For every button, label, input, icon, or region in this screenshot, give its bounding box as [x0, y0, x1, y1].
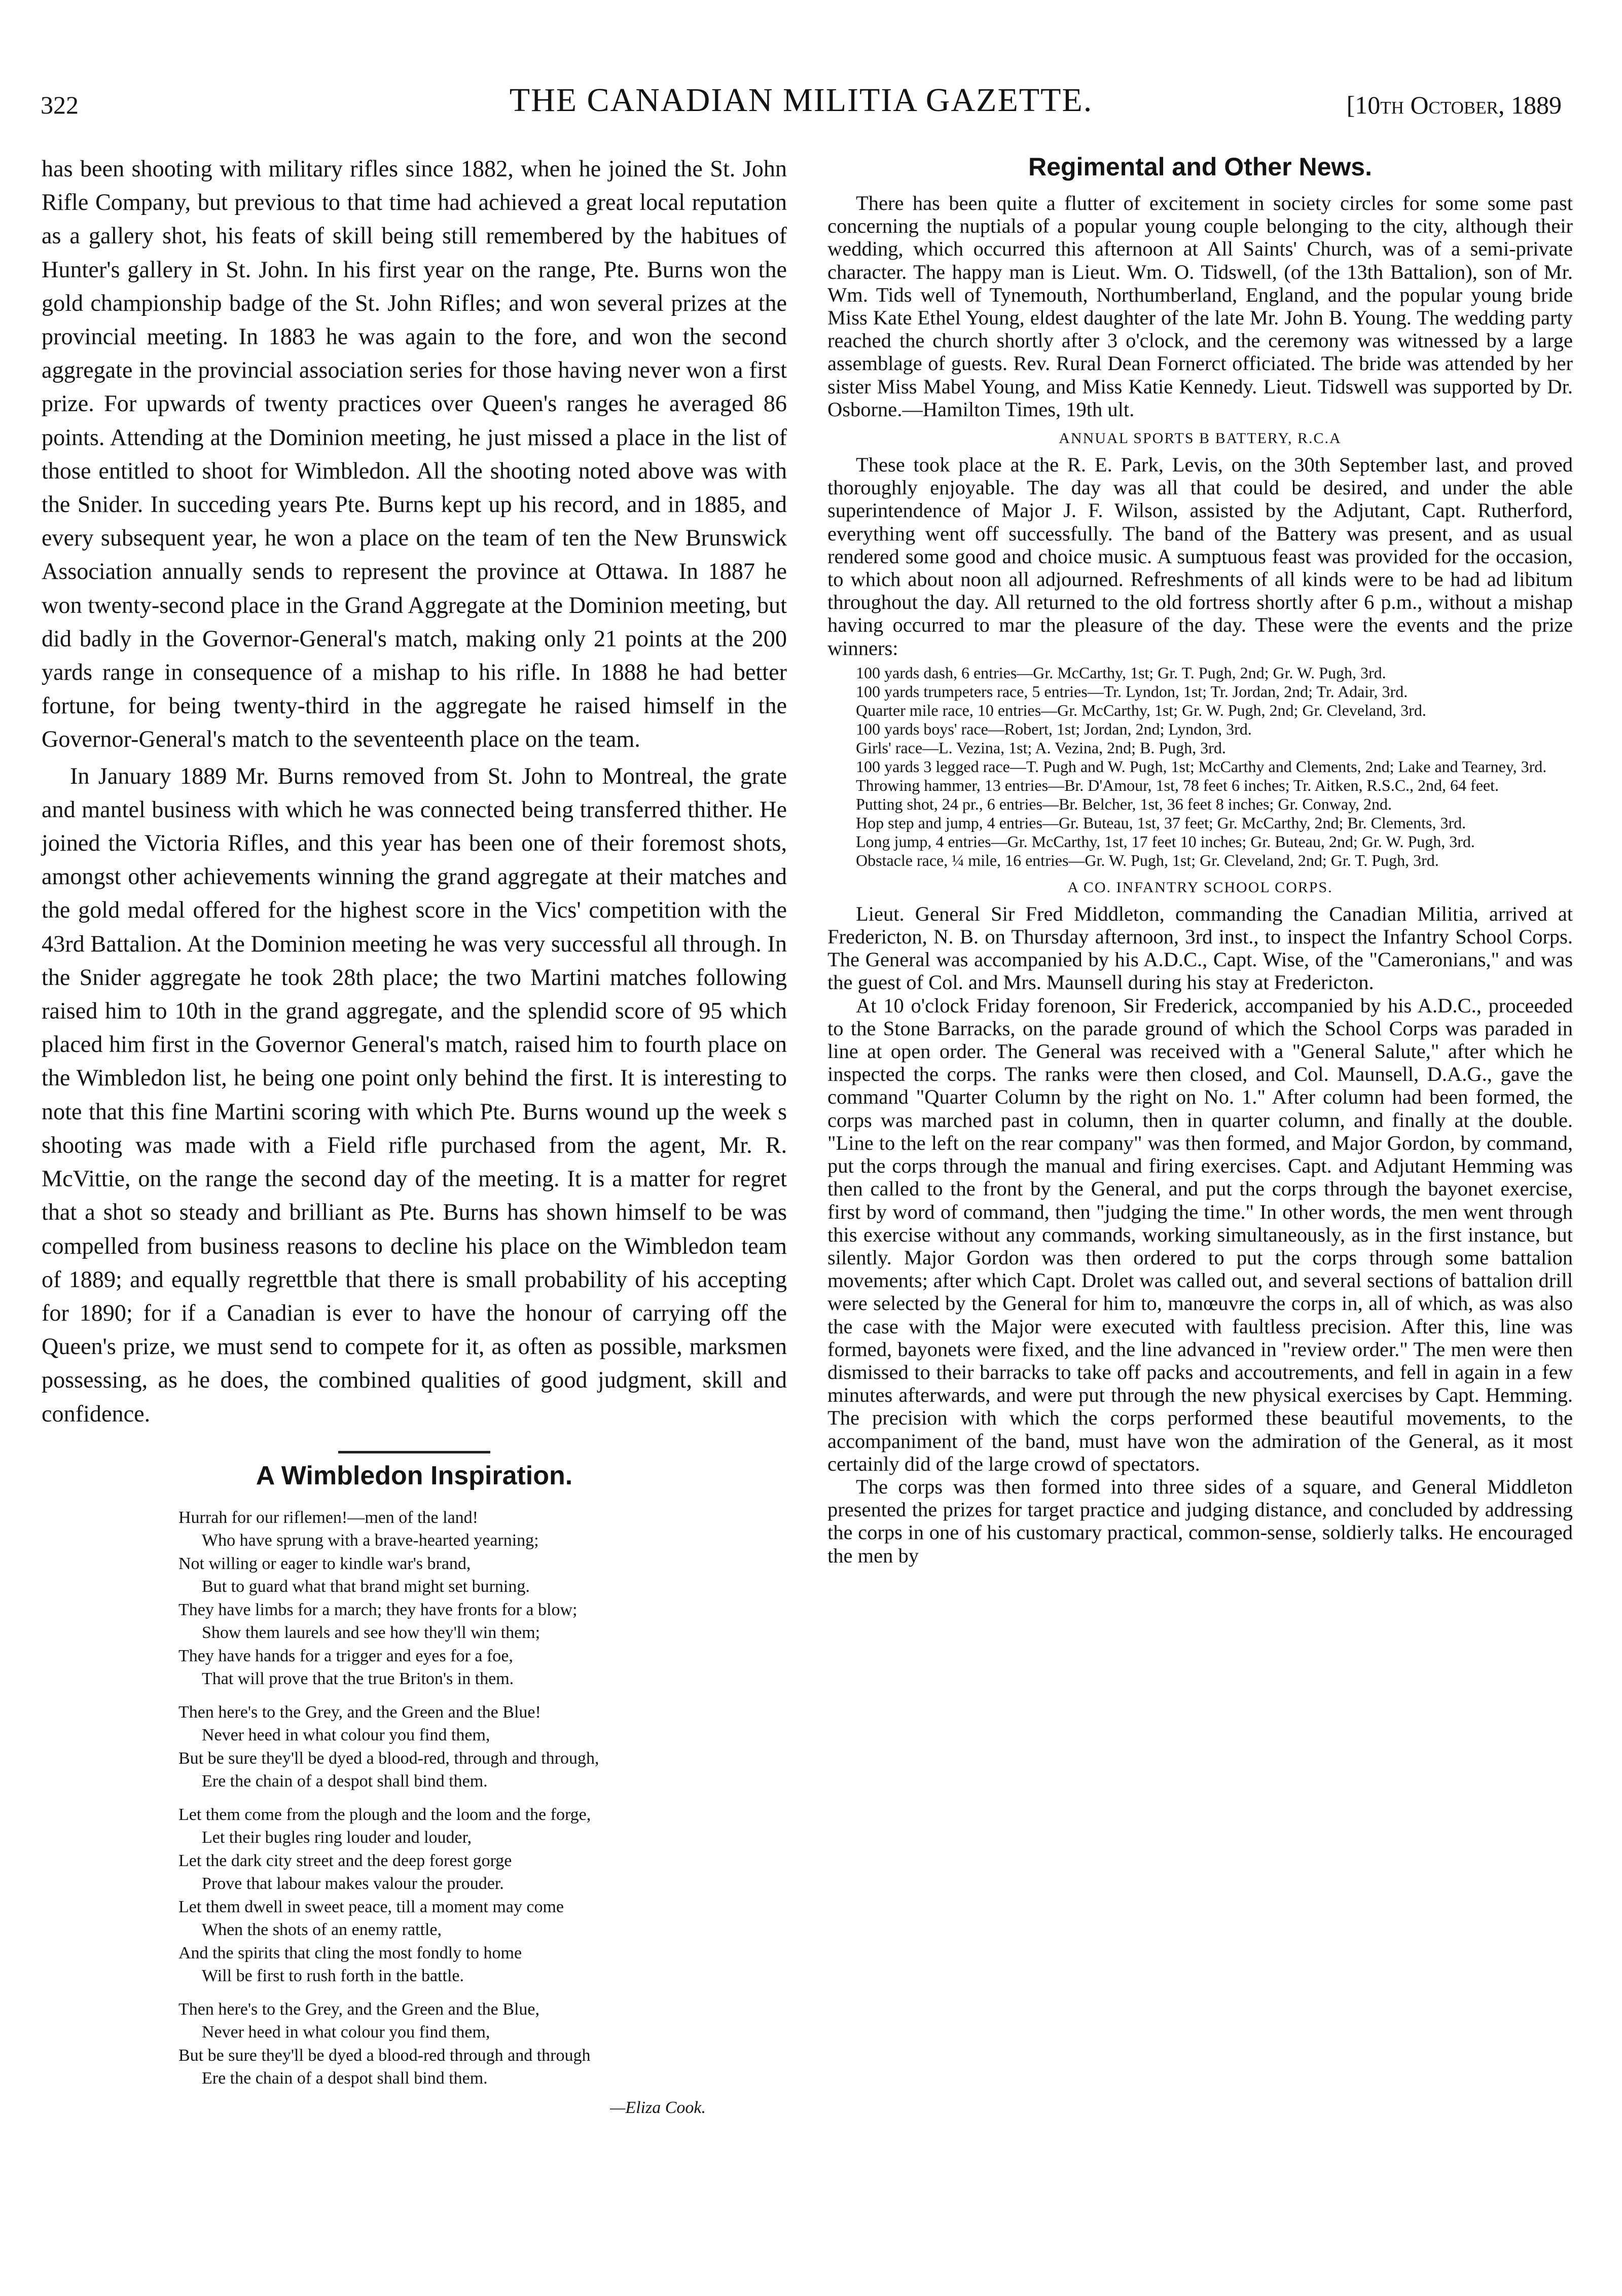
poem-line: Then here's to the Grey, and the Green and the Blue,	[178, 1999, 539, 2019]
poem-title: A Wimbledon Inspiration.	[256, 1461, 573, 1490]
poem-line: Will be first to rush forth in the battle.	[202, 1966, 464, 1986]
poem-line: Not willing or eager to kindle war's brand,	[178, 1554, 471, 1573]
poem-line: Prove that labour makes valour the prouder.	[202, 1874, 504, 1893]
right-column	[827, 152, 1573, 1567]
poem-author: —Eliza Cook.	[610, 2098, 706, 2117]
corps-paragraph: The corps was then formed into three sides of a square, and General Middleton presented the prizes for target practice and judging distance, and concluded by addressing the corps in one of his customary practical, common-sense, soldierly talks. He encouraged the men by	[827, 1475, 1573, 1567]
poem-line: That will prove that the true Briton's in them.	[202, 1669, 514, 1689]
poem-stanza	[178, 1701, 787, 1793]
poem-line: Ere the chain of a despot shall bind them.	[202, 1772, 488, 1791]
poem-line: When the shots of an enemy rattle,	[202, 1920, 442, 1940]
result-line: Hop step and jump, 4 entries—Gr. Buteau, 1st, 37 feet; Gr. McCarthy, 2nd; Br. Clements, 3rd.	[856, 813, 1466, 832]
poem-line: Let them come from the plough and the loom and the forge,	[178, 1805, 591, 1824]
corps-heading: A CO. INFANTRY SCHOOL CORPS.	[1067, 879, 1333, 896]
poem-line: Then here's to the Grey, and the Green and the Blue!	[178, 1702, 541, 1722]
result-line: 100 yards 3 legged race—T. Pugh and W. Pugh, 1st; McCarthy and Clements, 2nd; Lake and Tearney, 3rd.	[856, 757, 1547, 776]
result-line: Throwing hammer, 13 entries—Br. D'Amour, 1st, 78 feet 6 inches; Tr. Aitken, R.S.C., 2nd, 64 feet.	[856, 776, 1499, 794]
poem-line: Never heed in what colour you find them,	[202, 1726, 490, 1745]
wedding-paragraph: There has been quite a flutter of excitement in society circles for some some past concerning the nuptials of a popular young couple belonging to the city, although their wedding, which occurred this afternoon at All Saints' Church, was of a semi-private character. The happy man is Lieut. Wm. O. Tidswell, (of the 13th Battalion), son of Mr. Wm. Tids well of Tynemouth, Northumberland, England, and the popular young bride Miss Kate Ethel Young, eldest daughter of the late Mr. John B. Young. The wedding party reached the church shortly after 3 o'clock, and the ceremony was witnessed by a large assemblage of guests. Rev. Rural Dean Fornerct officiated. The bride was attended by her sister Miss Mabel Young, and Miss Katie Kennedy. Lieut. Tidswell was supported by Dr. Osborne.—Hamilton Times, 19th ult.	[827, 192, 1573, 421]
corps-paragraph: At 10 o'clock Friday forenoon, Sir Frederick, accompanied by his A.D.C., proceeded to the Stone Barracks, on the parade ground of which the School Corps was paraded in line at open order. The General was received with a "General Salute," after which he inspected the corps. The ranks were then closed, and Col. Maunsell, D.A.G., gave the command "Quarter Column by the right on No. 1." After column had been formed, the corps was marched past in column, then in quarter column, and finally at the double. "Line to the left on the rear company" was then formed, and Major Gordon, by command, put the corps through the manual and firing exercises. Capt. and Adjutant Hemming was then called to the front by the General, and put the corps through the bayonet exercise, first by word of command, then "judging the time." In other words, the men went through this exercise without any commands, working simultaneously, as in the first instance, but silently. Major Gordon was then ordered to put the corps through some battalion movements; after which Capt. Drolet was called out, and several sections of battalion drill were selected by the General for him to, manœuvre the corps in, all of which, as was also the case with the Major were executed with faultless precision. After this, line was formed, bayonets were fixed, and the line advanced in "review order." The men were then dismissed to their barracks to take off packs and accoutrements, and fell in again in a few minutes afterwards, and were put through the new physical exercises by Capt. Hemming. The precision with which the corps performed these beautiful movements, to the accompaniment of the band, must have won the admiration of the General, as it most certainly did of the large crowd of spectators.	[827, 994, 1573, 1475]
poem-line: They have hands for a trigger and eyes for a foe,	[178, 1646, 513, 1665]
poem-line: They have limbs for a march; they have fronts for a blow;	[178, 1600, 578, 1619]
sports-results	[827, 664, 1573, 870]
poem-line: Let them dwell in sweet peace, till a moment may come	[178, 1897, 564, 1916]
poem-line: Hurrah for our riflemen!—men of the land!	[178, 1508, 478, 1527]
result-line: 100 yards dash, 6 entries—Gr. McCarthy, 1st; Gr. T. Pugh, 2nd; Gr. W. Pugh, 3rd.	[856, 663, 1386, 682]
page-number: 322	[41, 91, 79, 119]
result-line: Girls' race—L. Vezina, 1st; A. Vezina, 2nd; B. Pugh, 3rd.	[856, 738, 1226, 757]
page-header	[35, 81, 1567, 127]
sports-heading: ANNUAL SPORTS B BATTERY, R.C.A	[1059, 430, 1342, 447]
poem-line: And the spirits that cling the most fondly to home	[178, 1943, 522, 1962]
poem-line: But to guard what that brand might set burning.	[202, 1577, 530, 1596]
result-line: Long jump, 4 entries—Gr. McCarthy, 1st, 17 feet 10 inches; Gr. Buteau, 2nd; Gr. W. Pugh, 3rd.	[856, 832, 1475, 851]
corps-paragraph: Lieut. General Sir Fred Middleton, commanding the Canadian Militia, arrived at Fredericton, N. B. on Thursday afternoon, 3rd inst., to inspect the Infantry School Corps. The General was accompanied by his A.D.C., Capt. Wise, of the "Cameronians," and was the guest of Col. and Mrs. Maunsell during his stay at Fredericton.	[827, 902, 1573, 994]
left-column	[42, 152, 787, 2118]
section-divider	[338, 1451, 490, 1453]
poem-stanza	[178, 1506, 787, 1691]
poem-stanza	[178, 1803, 787, 1988]
result-line: Putting shot, 24 pr., 6 entries—Br. Belcher, 1st, 36 feet 8 inches; Gr. Conway, 2nd.	[856, 794, 1392, 813]
news-heading: Regimental and Other News.	[1028, 153, 1372, 181]
article-paragraph: has been shooting with military rifles since 1882, when he joined the St. John Rifle Company, but previous to that time had achieved a great local reputation as a gallery shot, his feats of skill being still remembered by the habitues of Hunter's gallery in St. John. In his first year on the range, Pte. Burns won the gold championship badge of the St. John Rifles; and won several prizes at the provincial meeting. In 1883 he was again to the fore, and won the second aggregate in the provincial association series for those having never won a first prize. For upwards of twenty practices over Queen's ranges he averaged 86 points. Attending at the Dominion meeting, he just missed a place in the list of those entitled to shoot for Wimbledon. All the shooting noted above was with the Snider. In succeding years Pte. Burns kept up his record, and in 1885, and every subsequent year, he won a place on the team of ten the New Brunswick Association annually sends to represent the province at Ottawa. In 1887 he won twenty-second place in the Grand Aggregate at the Dominion meeting, but did badly in the Governor-General's match, making only 21 points at the 200 yards range in consequence of a mishap to his rifle. In 1888 he had better fortune, for being twenty-third in the aggregate he raised himself in the Governor-General's match to the seventeenth place on the team.	[42, 156, 787, 752]
poem-line: Let the dark city street and the deep forest gorge	[178, 1851, 512, 1870]
poem	[178, 1506, 787, 2090]
poem-line: Never heed in what colour you find them,	[202, 2023, 490, 2042]
poem-line: Who have sprung with a brave-hearted yearning;	[202, 1531, 539, 1550]
result-line: Quarter mile race, 10 entries—Gr. McCarthy, 1st; Gr. W. Pugh, 2nd; Gr. Cleveland, 3rd.	[856, 701, 1426, 719]
issue-date: [10th October, 1889	[1346, 91, 1562, 119]
poem-line: Show them laurels and see how they'll win them;	[202, 1623, 540, 1643]
result-line: Obstacle race, ¼ mile, 16 entries—Gr. W. Pugh, 1st; Gr. Cleveland, 2nd; Gr. T. Pugh, 3rd.	[856, 851, 1439, 869]
poem-line: But be sure they'll be dyed a blood-red, through and through,	[178, 1748, 599, 1768]
result-line: 100 yards boys' race—Robert, 1st; Jordan, 2nd; Lyndon, 3rd.	[856, 719, 1252, 738]
poem-line: But be sure they'll be dyed a blood-red through and through	[178, 2046, 591, 2065]
gazette-title: THE CANADIAN MILITIA GAZETTE.	[509, 82, 1093, 119]
poem-line: Ere the chain of a despot shall bind them.	[202, 2069, 488, 2088]
article-paragraph: In January 1889 Mr. Burns removed from St. John to Montreal, the grate and mantel business with which he was connected being transferred thither. He joined the Victoria Rifles, and this year has been one of their foremost shots, amongst other achievements winning the grand aggregate at their matches and the gold medal offered for the highest score in the Vics' competition with the 43rd Battalion. At the Dominion meeting he was very successful all through. In the Snider aggregate he took 28th place; the two Martini matches following raised him to 10th in the grand aggregate, and the splendid score of 95 which placed him first in the Governor General's match, raised him to fourth place on the Wimbledon list, he being one point only behind the first. It is interesting to note that this fine Martini scoring with which Pte. Burns wound up the week s shooting was made with a Field rifle purchased from the agent, Mr. R. McVittie, on the range the second day of the meeting. It is a matter for regret that a shot so steady and brilliant as Pte. Burns has shown himself to be was compelled from business reasons to decline his place on the Wimbledon team of 1889; and equally regrettble that there is small probability of his accepting for 1890; for if a Canadian is ever to have the honour of carrying off the Queen's prize, we must send to compete for it, as often as possible, marksmen possessing, as he does, the combined qualities of good judgment, skill and confidence.	[42, 762, 787, 1427]
poem-stanza	[178, 1998, 787, 2090]
sports-paragraph: These took place at the R. E. Park, Levis, on the 30th September last, and proved thoroughly enjoyable. The day was all that could be desired, and under the able superintendence of Major J. F. Wilson, assisted by the Adjutant, Capt. Rutherford, everything went off successfully. The band of the Battery was present, and as usual rendered some good and choice music. A sumptuous feast was provided for the occasion, to which about noon all adjourned. Refreshments of all kinds were to be had ad libitum throughout the day. All returned to the old fortress shortly after 6 p.m., without a mishap having occurred to mar the pleasure of the day. These were the events and the prize winners:	[827, 453, 1573, 660]
poem-line: Let their bugles ring louder and louder,	[202, 1828, 472, 1847]
result-line: 100 yards trumpeters race, 5 entries—Tr. Lyndon, 1st; Tr. Jordan, 2nd; Tr. Adair, 3rd.	[856, 682, 1408, 701]
